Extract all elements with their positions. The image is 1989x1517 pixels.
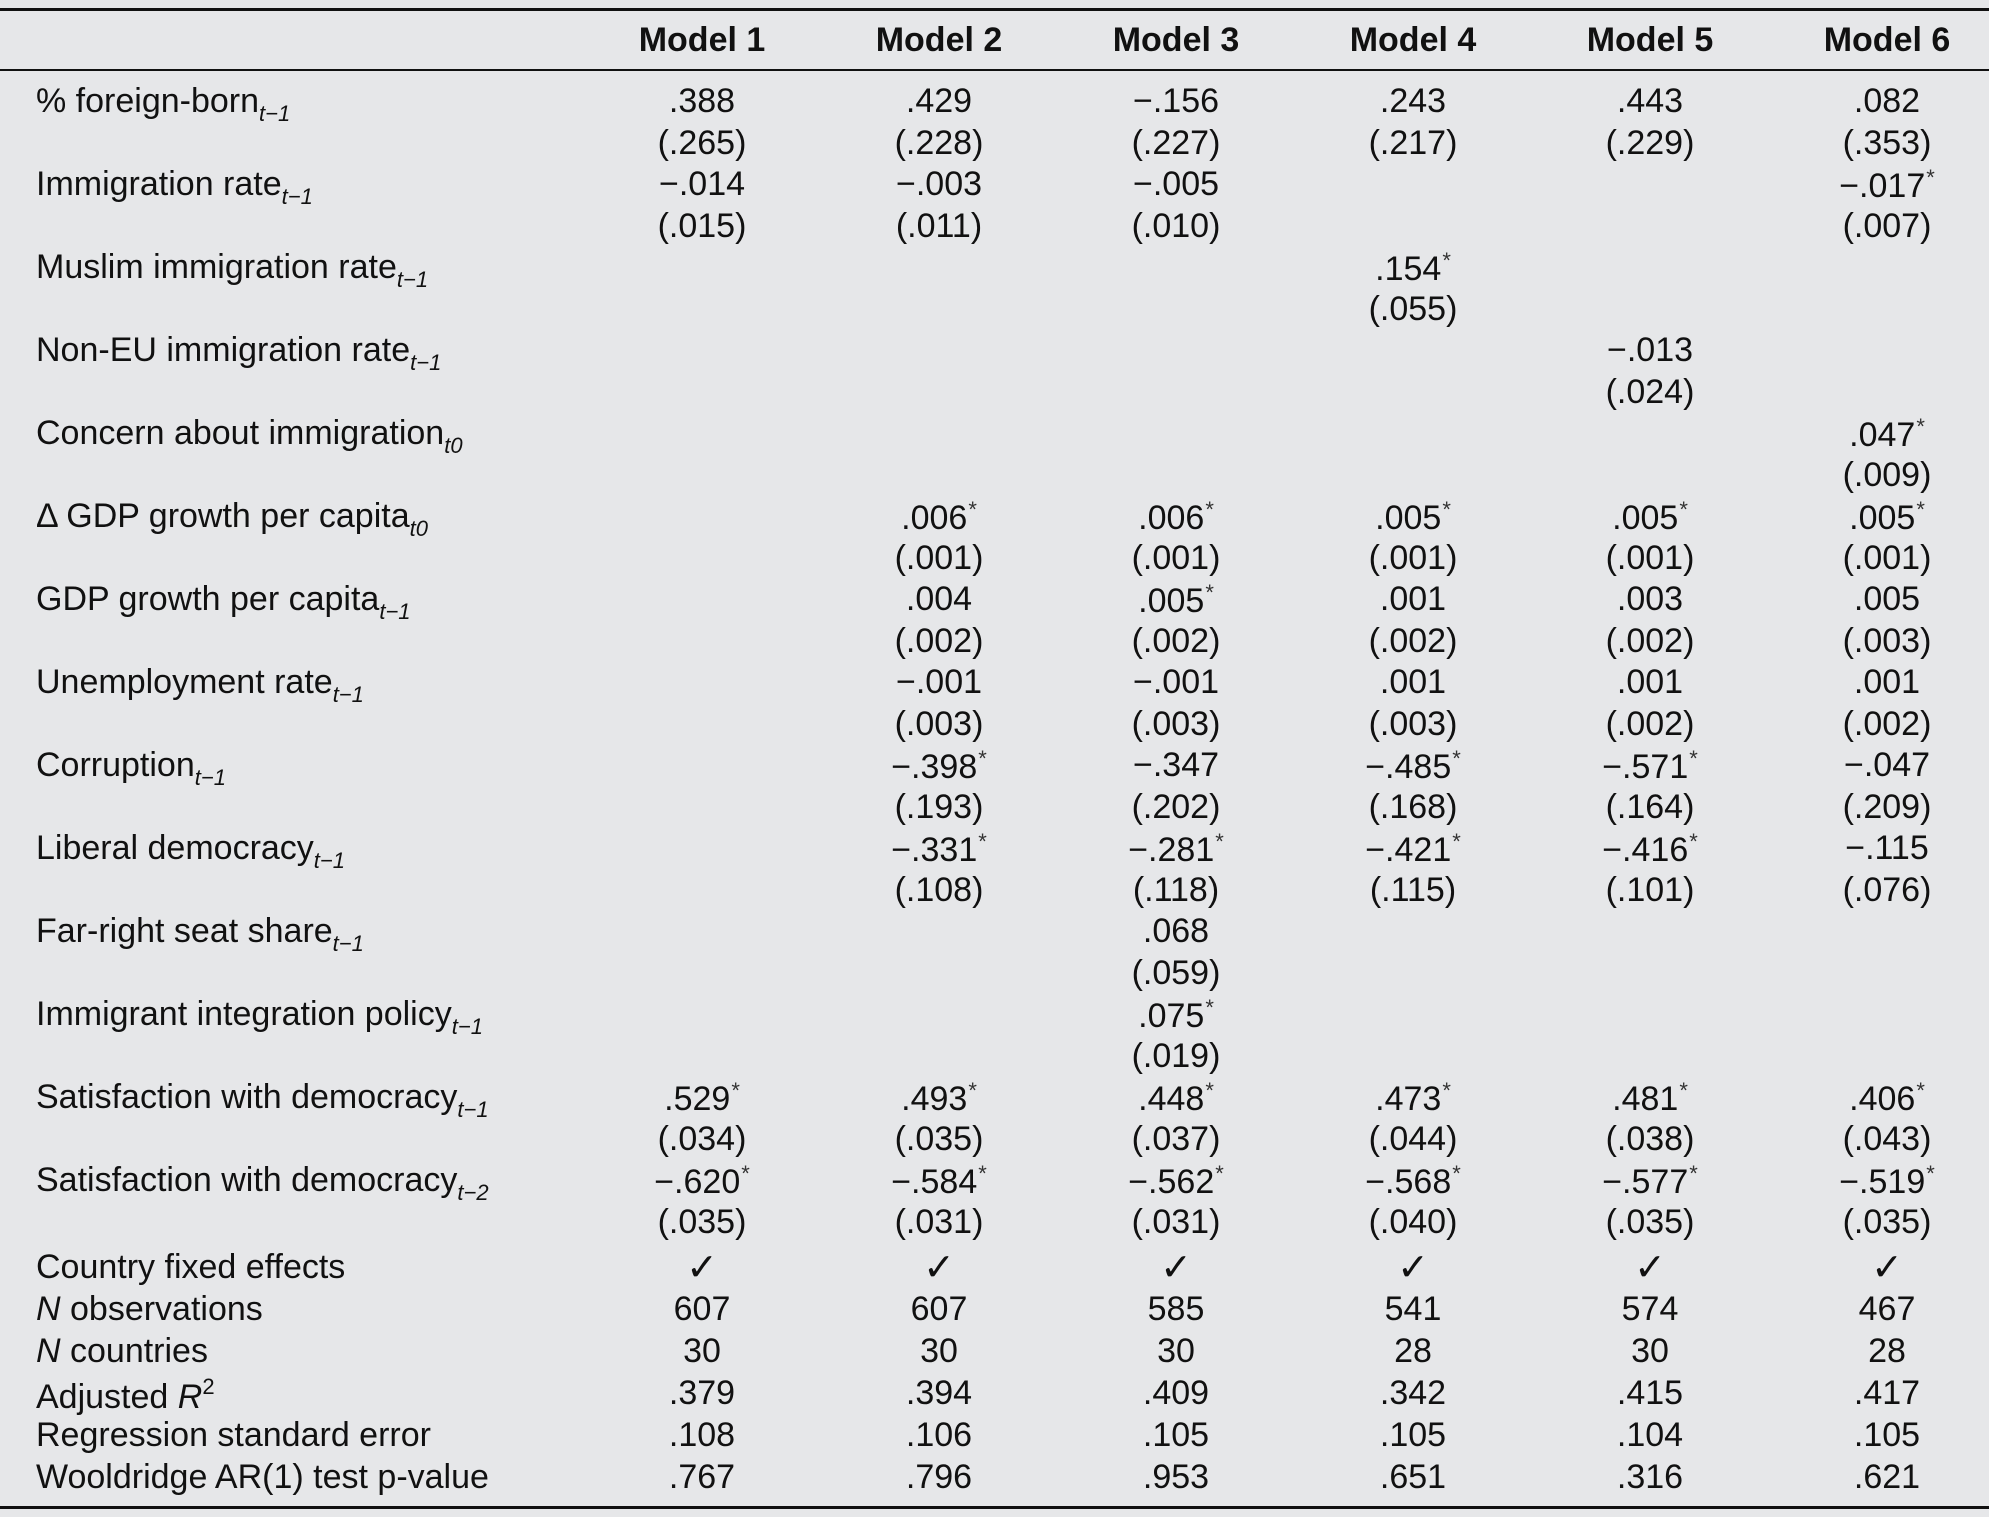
coefficient-value: .006 <box>901 499 968 537</box>
footer-label-text: observations <box>60 1290 263 1328</box>
coefficient-cell <box>1076 580 1276 621</box>
coefficient-value: .082 <box>1853 82 1921 120</box>
significance-star: * <box>1689 1161 1698 1186</box>
row-label-subscript: t0 <box>444 433 463 458</box>
coefficient-cell <box>1550 497 1750 538</box>
coefficient-value: .004 <box>905 580 973 618</box>
statistic-value: .106 <box>905 1416 973 1454</box>
standard-error-cell: (.002) <box>1368 622 1458 660</box>
statistic-value: 30 <box>683 1332 721 1370</box>
row-label-subscript: t−1 <box>410 350 442 375</box>
coefficient-value: −.562 <box>1128 1163 1215 1201</box>
significance-star: * <box>978 746 987 771</box>
footer-label-text: Adjusted <box>36 1378 178 1416</box>
coefficient-value: −.017 <box>1839 167 1926 205</box>
coefficient-value: −.421 <box>1365 831 1452 869</box>
coefficient-value: .003 <box>1616 580 1684 618</box>
header-row <box>0 14 1989 66</box>
standard-error-cell: (.031) <box>894 1203 984 1241</box>
coefficient-value: .473 <box>1375 1080 1442 1118</box>
coefficient-value: −.416 <box>1602 831 1689 869</box>
row-label <box>36 1161 489 1206</box>
statistic-value: .621 <box>1853 1458 1921 1496</box>
statistic-value: 30 <box>920 1332 958 1370</box>
statistic-value: .105 <box>1853 1416 1921 1454</box>
column-header-model-2: Model 2 <box>875 21 1003 59</box>
standard-error-cell: (.031) <box>1131 1203 1221 1241</box>
coefficient-value: −.577 <box>1602 1163 1689 1201</box>
coefficient-cell <box>1313 663 1513 702</box>
coefficient-cell <box>1787 580 1987 619</box>
standard-error-cell: (.003) <box>1131 705 1221 743</box>
row-label-text: Immigrant integration policy <box>36 995 452 1033</box>
significance-star: * <box>1205 497 1214 522</box>
significance-star: * <box>1916 1078 1925 1103</box>
standard-error-cell: (.001) <box>1842 539 1932 577</box>
coefficient-cell <box>839 746 1039 787</box>
coefficient-value: .005 <box>1612 499 1679 537</box>
footer-row-label <box>36 1458 489 1497</box>
coefficient-value: .005 <box>1853 580 1921 618</box>
row-label <box>36 580 411 625</box>
standard-error-cell: (.209) <box>1842 788 1932 826</box>
row-label-text: Concern about immigration <box>36 414 445 452</box>
coefficient-value: .154 <box>1375 250 1442 288</box>
coefficient-value: .001 <box>1379 580 1447 618</box>
row-label <box>36 497 428 542</box>
statistic-value: .417 <box>1853 1374 1921 1412</box>
standard-error-cell: (.193) <box>894 788 984 826</box>
coefficient-cell <box>839 165 1039 204</box>
statistic-value: 30 <box>1157 1332 1195 1370</box>
significance-star: * <box>1452 829 1461 854</box>
footer-label-text: Regression standard error <box>36 1416 431 1454</box>
row-label-subscript: t−1 <box>259 101 291 126</box>
standard-error-cell: (.011) <box>895 207 983 245</box>
coefficient-cell <box>1550 746 1750 787</box>
row-label-subscript: t−1 <box>379 599 411 624</box>
standard-error-cell: (.115) <box>1369 871 1457 909</box>
standard-error-cell: (.010) <box>1131 207 1221 245</box>
coefficient-value: .493 <box>901 1080 968 1118</box>
coefficient-value: .429 <box>905 82 973 120</box>
coefficient-cell <box>1313 497 1513 538</box>
coefficient-cell <box>1313 1161 1513 1202</box>
standard-error-cell: (.002) <box>1605 705 1695 743</box>
row-label <box>36 165 313 210</box>
statistic-value: .796 <box>905 1458 973 1496</box>
significance-star: * <box>1215 829 1224 854</box>
superscript: 2 <box>202 1374 215 1399</box>
standard-error-cell: (.009) <box>1842 456 1932 494</box>
header-rule <box>0 69 1989 71</box>
coefficient-value: −.568 <box>1365 1163 1452 1201</box>
coefficient-value: .005 <box>1849 499 1916 537</box>
significance-star: * <box>1442 1078 1451 1103</box>
italic-symbol: N <box>36 1332 61 1370</box>
row-label-text: Δ GDP growth per capita <box>36 497 410 535</box>
column-header-model-6: Model 6 <box>1823 21 1951 59</box>
coefficient-cell <box>602 1161 802 1202</box>
footer-row-label <box>36 1416 431 1455</box>
coefficient-cell <box>839 1161 1039 1202</box>
statistic-value: .108 <box>668 1416 736 1454</box>
checkmark-icon: ✓ <box>923 1247 955 1289</box>
standard-error-cell: (.001) <box>1605 539 1695 577</box>
coefficient-cell <box>602 1078 802 1119</box>
coefficient-cell <box>1787 165 1987 206</box>
coefficient-value: −.014 <box>658 165 746 203</box>
statistic-value: 607 <box>673 1290 731 1328</box>
coefficient-cell <box>1076 995 1276 1036</box>
coefficient-cell <box>1787 414 1987 455</box>
coefficient-cell <box>1787 1161 1987 1202</box>
significance-star: * <box>1215 1161 1224 1186</box>
coefficient-cell <box>839 663 1039 702</box>
coefficient-value: .005 <box>1138 582 1205 620</box>
footer-row-label <box>36 1332 208 1371</box>
coefficient-value: .068 <box>1142 912 1210 950</box>
standard-error-cell: (.003) <box>894 705 984 743</box>
row-label-text: GDP growth per capita <box>36 580 380 618</box>
coefficient-cell <box>1076 497 1276 538</box>
coefficient-cell <box>1313 82 1513 121</box>
coefficient-cell <box>839 829 1039 870</box>
significance-star: * <box>1916 414 1925 439</box>
statistic-value: .415 <box>1616 1374 1684 1412</box>
standard-error-cell: (.228) <box>894 124 984 162</box>
checkmark-icon: ✓ <box>1871 1247 1903 1289</box>
footer-row-label <box>36 1290 263 1329</box>
standard-error-cell: (.035) <box>657 1203 747 1241</box>
checkmark-icon: ✓ <box>686 1247 718 1289</box>
significance-star: * <box>1452 746 1461 771</box>
checkmark-icon: ✓ <box>1397 1247 1429 1289</box>
coefficient-cell <box>602 165 802 204</box>
standard-error-cell: (.076) <box>1842 871 1932 909</box>
standard-error-cell: (.034) <box>657 1120 747 1158</box>
checkmark-icon: ✓ <box>1634 1247 1666 1289</box>
coefficient-value: −.001 <box>1132 663 1220 701</box>
row-label-subscript: t−1 <box>281 184 313 209</box>
coefficient-cell <box>1550 82 1750 121</box>
coefficient-value: .481 <box>1612 1080 1679 1118</box>
coefficient-value: −.047 <box>1843 746 1931 784</box>
statistic-value: 28 <box>1868 1332 1906 1370</box>
coefficient-value: −.003 <box>895 165 983 203</box>
standard-error-cell: (.003) <box>1368 705 1458 743</box>
coefficient-value: .001 <box>1853 663 1921 701</box>
coefficient-cell <box>839 580 1039 619</box>
statistic-value: .104 <box>1616 1416 1684 1454</box>
column-header-model-3: Model 3 <box>1112 21 1240 59</box>
row-label-text: Muslim immigration rate <box>36 248 397 286</box>
row-label <box>36 663 364 708</box>
standard-error-cell: (.015) <box>657 207 747 245</box>
row-label-subscript: t−1 <box>194 765 226 790</box>
row-label-text: % foreign-born <box>36 82 260 120</box>
row-label-subscript: t−2 <box>457 1180 489 1205</box>
coefficient-cell <box>1787 746 1987 785</box>
significance-star: * <box>1205 995 1214 1020</box>
row-label <box>36 1078 489 1123</box>
standard-error-cell: (.038) <box>1605 1120 1695 1158</box>
standard-error-cell: (.040) <box>1368 1203 1458 1241</box>
statistic-value: 585 <box>1147 1290 1205 1328</box>
statistic-value: .651 <box>1379 1458 1447 1496</box>
standard-error-cell: (.202) <box>1131 788 1221 826</box>
coefficient-value: .006 <box>1138 499 1205 537</box>
coefficient-value: .005 <box>1375 499 1442 537</box>
coefficient-cell <box>1076 663 1276 702</box>
statistic-value: 574 <box>1621 1290 1679 1328</box>
coefficient-value: −.571 <box>1602 748 1689 786</box>
coefficient-cell <box>1076 165 1276 204</box>
coefficient-cell <box>1550 1161 1750 1202</box>
coefficient-value: −.281 <box>1128 831 1215 869</box>
row-label <box>36 82 290 127</box>
footer-row-label <box>36 1374 215 1417</box>
standard-error-cell: (.265) <box>657 124 747 162</box>
coefficient-value: .001 <box>1616 663 1684 701</box>
statistic-value: 541 <box>1384 1290 1442 1328</box>
coefficient-value: .001 <box>1379 663 1447 701</box>
standard-error-cell: (.001) <box>894 539 984 577</box>
statistic-value: .953 <box>1142 1458 1210 1496</box>
coefficient-cell <box>1787 829 1987 868</box>
coefficient-cell <box>1787 663 1987 702</box>
row-label-text: Non-EU immigration rate <box>36 331 411 369</box>
coefficient-cell <box>1787 82 1987 121</box>
standard-error-cell: (.044) <box>1368 1120 1458 1158</box>
coefficient-value: −.584 <box>891 1163 978 1201</box>
row-label <box>36 248 428 293</box>
coefficient-cell <box>1787 1078 1987 1119</box>
coefficient-cell <box>1550 829 1750 870</box>
top-rule <box>0 8 1989 11</box>
italic-symbol: R <box>177 1378 203 1416</box>
row-label-subscript: t−1 <box>332 682 364 707</box>
coefficient-cell <box>1076 912 1276 951</box>
statistic-value: .342 <box>1379 1374 1447 1412</box>
row-label-text: Satisfaction with democracy <box>36 1161 458 1199</box>
significance-star: * <box>1452 1161 1461 1186</box>
standard-error-cell: (.227) <box>1131 124 1221 162</box>
significance-star: * <box>1442 248 1451 273</box>
standard-error-cell: (.019) <box>1131 1037 1221 1075</box>
footer-label-text: Country fixed effects <box>36 1248 346 1286</box>
row-label-subscript: t−1 <box>457 1097 489 1122</box>
coefficient-cell <box>1313 580 1513 619</box>
row-label-text: Satisfaction with democracy <box>36 1078 458 1116</box>
standard-error-cell: (.024) <box>1605 373 1695 411</box>
coefficient-value: .448 <box>1138 1080 1205 1118</box>
coefficient-cell <box>1313 829 1513 870</box>
row-label-text: Liberal democracy <box>36 829 314 867</box>
significance-star: * <box>1689 746 1698 771</box>
coefficient-cell <box>1313 248 1513 289</box>
coefficient-value: .388 <box>668 82 736 120</box>
coefficient-value: .443 <box>1616 82 1684 120</box>
standard-error-cell: (.037) <box>1131 1120 1221 1158</box>
coefficient-value: −.005 <box>1132 165 1220 203</box>
coefficient-cell <box>1550 580 1750 619</box>
statistic-value: .767 <box>668 1458 736 1496</box>
row-label <box>36 995 483 1040</box>
coefficient-value: .075 <box>1138 997 1205 1035</box>
standard-error-cell: (.003) <box>1842 622 1932 660</box>
coefficient-value: −.156 <box>1132 82 1220 120</box>
standard-error-cell: (.002) <box>894 622 984 660</box>
significance-star: * <box>1926 165 1935 190</box>
coefficient-value: −.347 <box>1132 746 1220 784</box>
coefficient-cell <box>839 82 1039 121</box>
standard-error-cell: (.002) <box>1842 705 1932 743</box>
coefficient-value: −.331 <box>891 831 978 869</box>
row-label-text: Immigration rate <box>36 165 282 203</box>
checkmark-icon: ✓ <box>1160 1247 1192 1289</box>
standard-error-cell: (.101) <box>1605 871 1695 909</box>
column-header-model-5: Model 5 <box>1586 21 1714 59</box>
row-label-subscript: t−1 <box>313 848 345 873</box>
coefficient-value: −.485 <box>1365 748 1452 786</box>
row-label-subscript: t−1 <box>451 1014 483 1039</box>
column-header-model-1: Model 1 <box>638 21 766 59</box>
coefficient-value: −.013 <box>1606 331 1694 369</box>
coefficient-value: .047 <box>1849 416 1916 454</box>
coefficient-cell <box>1313 1078 1513 1119</box>
row-label <box>36 912 364 957</box>
row-label-text: Unemployment rate <box>36 663 333 701</box>
significance-star: * <box>1679 497 1688 522</box>
row-label-subscript: t0 <box>409 516 428 541</box>
standard-error-cell: (.035) <box>1605 1203 1695 1241</box>
coefficient-cell <box>1076 1161 1276 1202</box>
standard-error-cell: (.217) <box>1368 124 1458 162</box>
coefficient-value: −.620 <box>654 1163 741 1201</box>
row-label <box>36 331 441 376</box>
coefficient-value: −.001 <box>895 663 983 701</box>
standard-error-cell: (.007) <box>1842 207 1932 245</box>
coefficient-cell <box>1550 331 1750 370</box>
statistic-value: 30 <box>1631 1332 1669 1370</box>
significance-star: * <box>968 497 977 522</box>
coefficient-cell <box>1550 1078 1750 1119</box>
significance-star: * <box>1926 1161 1935 1186</box>
footer-label-text: Wooldridge AR(1) test p-value <box>36 1458 489 1496</box>
standard-error-cell: (.035) <box>1842 1203 1932 1241</box>
row-label <box>36 414 463 459</box>
footer-label-text: countries <box>60 1332 208 1370</box>
row-label <box>36 829 345 874</box>
footer-row-label <box>36 1248 345 1287</box>
significance-star: * <box>1679 1078 1688 1103</box>
standard-error-cell: (.001) <box>1368 539 1458 577</box>
coefficient-cell <box>839 497 1039 538</box>
standard-error-cell: (.002) <box>1131 622 1221 660</box>
coefficient-cell <box>839 1078 1039 1119</box>
row-label <box>36 746 226 791</box>
statistic-value: 607 <box>910 1290 968 1328</box>
standard-error-cell: (.108) <box>894 871 984 909</box>
row-label-text: Far-right seat share <box>36 912 333 950</box>
coefficient-value: .529 <box>664 1080 731 1118</box>
coefficient-value: −.398 <box>891 748 978 786</box>
significance-star: * <box>1916 497 1925 522</box>
standard-error-cell: (.001) <box>1131 539 1221 577</box>
standard-error-cell: (.055) <box>1368 290 1458 328</box>
coefficient-cell <box>1076 829 1276 870</box>
bottom-rule <box>0 1506 1989 1509</box>
coefficient-cell <box>1313 746 1513 787</box>
coefficient-cell <box>1550 663 1750 702</box>
standard-error-cell: (.118) <box>1132 871 1220 909</box>
statistic-value: 28 <box>1394 1332 1432 1370</box>
coefficient-cell <box>1076 82 1276 121</box>
standard-error-cell: (.229) <box>1605 124 1695 162</box>
significance-star: * <box>968 1078 977 1103</box>
row-label-text: Corruption <box>36 746 195 784</box>
significance-star: * <box>978 829 987 854</box>
standard-error-cell: (.164) <box>1605 788 1695 826</box>
italic-symbol: N <box>36 1290 61 1328</box>
statistic-value: 467 <box>1858 1290 1916 1328</box>
coefficient-value: .406 <box>1849 1080 1916 1118</box>
statistic-value: .409 <box>1142 1374 1210 1412</box>
significance-star: * <box>731 1078 740 1103</box>
coefficient-value: −.115 <box>1845 829 1929 867</box>
coefficient-cell <box>1787 497 1987 538</box>
standard-error-cell: (.002) <box>1605 622 1695 660</box>
significance-star: * <box>978 1161 987 1186</box>
coefficient-cell <box>602 82 802 121</box>
standard-error-cell: (.035) <box>894 1120 984 1158</box>
statistic-value: .105 <box>1379 1416 1447 1454</box>
statistic-value: .379 <box>668 1374 736 1412</box>
column-header-model-4: Model 4 <box>1349 21 1477 59</box>
coefficient-value: .243 <box>1379 82 1447 120</box>
standard-error-cell: (.353) <box>1842 124 1932 162</box>
significance-star: * <box>741 1161 750 1186</box>
coefficient-value: −.519 <box>1839 1163 1926 1201</box>
coefficient-cell <box>1076 746 1276 785</box>
standard-error-cell: (.043) <box>1842 1120 1932 1158</box>
row-label-subscript: t−1 <box>332 931 364 956</box>
row-label-subscript: t−1 <box>396 267 429 292</box>
statistic-value: .316 <box>1616 1458 1684 1496</box>
standard-error-cell: (.059) <box>1131 954 1221 992</box>
significance-star: * <box>1442 497 1451 522</box>
significance-star: * <box>1689 829 1698 854</box>
significance-star: * <box>1205 580 1214 605</box>
statistic-value: .105 <box>1142 1416 1210 1454</box>
significance-star: * <box>1205 1078 1214 1103</box>
standard-error-cell: (.168) <box>1368 788 1458 826</box>
coefficient-cell <box>1076 1078 1276 1119</box>
statistic-value: .394 <box>905 1374 973 1412</box>
